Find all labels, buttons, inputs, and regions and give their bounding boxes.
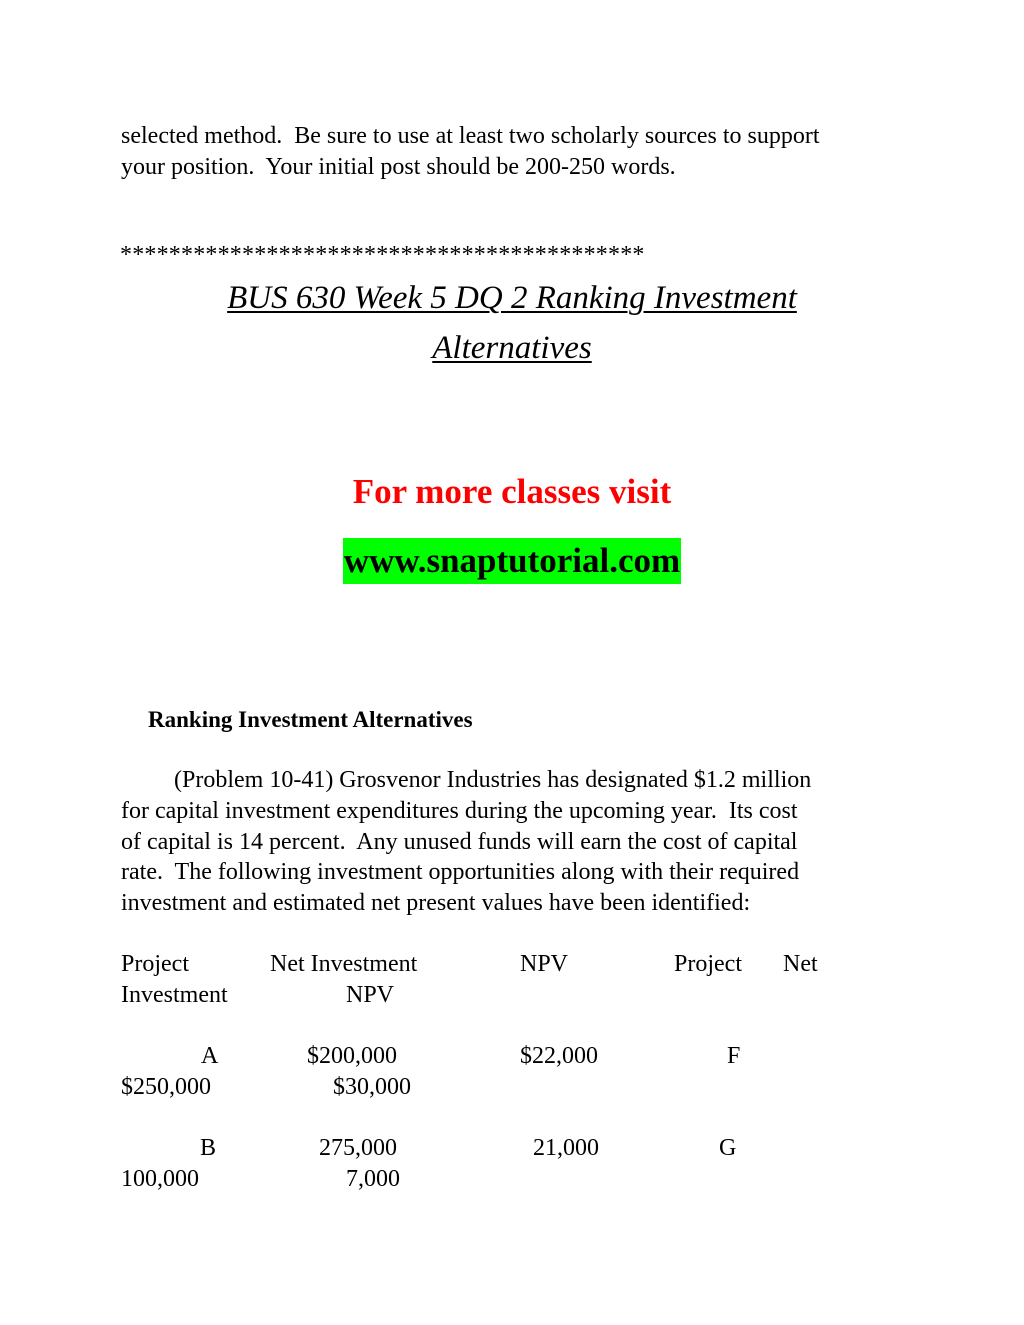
table-cell-npv: 21,000 bbox=[533, 1135, 599, 1161]
table-cell-npv-2: 7,000 bbox=[346, 1166, 400, 1192]
table-cell-npv-2: $30,000 bbox=[333, 1074, 411, 1100]
problem-line-2: for capital investment expenditures during the upcoming year. Its cost bbox=[121, 798, 798, 824]
problem-line-5: investment and estimated net present values have been identified: bbox=[121, 890, 751, 916]
table-cell-project: B bbox=[200, 1135, 217, 1161]
divider-asterisks: ******************************************* bbox=[120, 242, 645, 268]
table-cell-npv: $22,000 bbox=[520, 1043, 598, 1069]
intro-line-1: selected method. Be sure to use at least two scholarly sources to support bbox=[121, 123, 820, 149]
table-cell-project-2: G bbox=[719, 1135, 737, 1161]
table-cell-net-investment-2: 100,000 bbox=[121, 1166, 199, 1192]
table-cell-net-investment: 275,000 bbox=[319, 1135, 397, 1161]
intro-line-2: your position. Your initial post should be 200-250 words. bbox=[121, 154, 676, 180]
table-cell-project: A bbox=[201, 1043, 219, 1069]
header-npv-2: NPV bbox=[346, 982, 395, 1008]
header-net: Net bbox=[783, 951, 818, 977]
table-cell-net-investment-2: $250,000 bbox=[121, 1074, 211, 1100]
promo-website-link[interactable]: www.snaptutorial.com bbox=[343, 538, 681, 584]
section-heading: Ranking Investment Alternatives bbox=[148, 707, 473, 732]
document-title-line-1: BUS 630 Week 5 DQ 2 Ranking Investment bbox=[227, 280, 797, 316]
header-project-2: Project bbox=[674, 951, 742, 977]
header-investment: Investment bbox=[121, 982, 228, 1008]
problem-line-3: of capital is 14 percent. Any unused funds will earn the cost of capital bbox=[121, 829, 798, 855]
document-title-line-2: Alternatives bbox=[432, 330, 592, 366]
header-project: Project bbox=[121, 951, 189, 977]
header-net-investment: Net Investment bbox=[270, 951, 418, 977]
table-cell-project-2: F bbox=[727, 1043, 741, 1069]
problem-line-4: rate. The following investment opportunities along with their required bbox=[121, 859, 800, 885]
promo-visit-text: For more classes visit bbox=[352, 472, 672, 511]
problem-line-1: (Problem 10-41) Grosvenor Industries has designated $1.2 million bbox=[174, 767, 812, 793]
promo-website-wrapper bbox=[0, 538, 1024, 584]
table-cell-net-investment: $200,000 bbox=[307, 1043, 397, 1069]
header-npv: NPV bbox=[520, 951, 569, 977]
